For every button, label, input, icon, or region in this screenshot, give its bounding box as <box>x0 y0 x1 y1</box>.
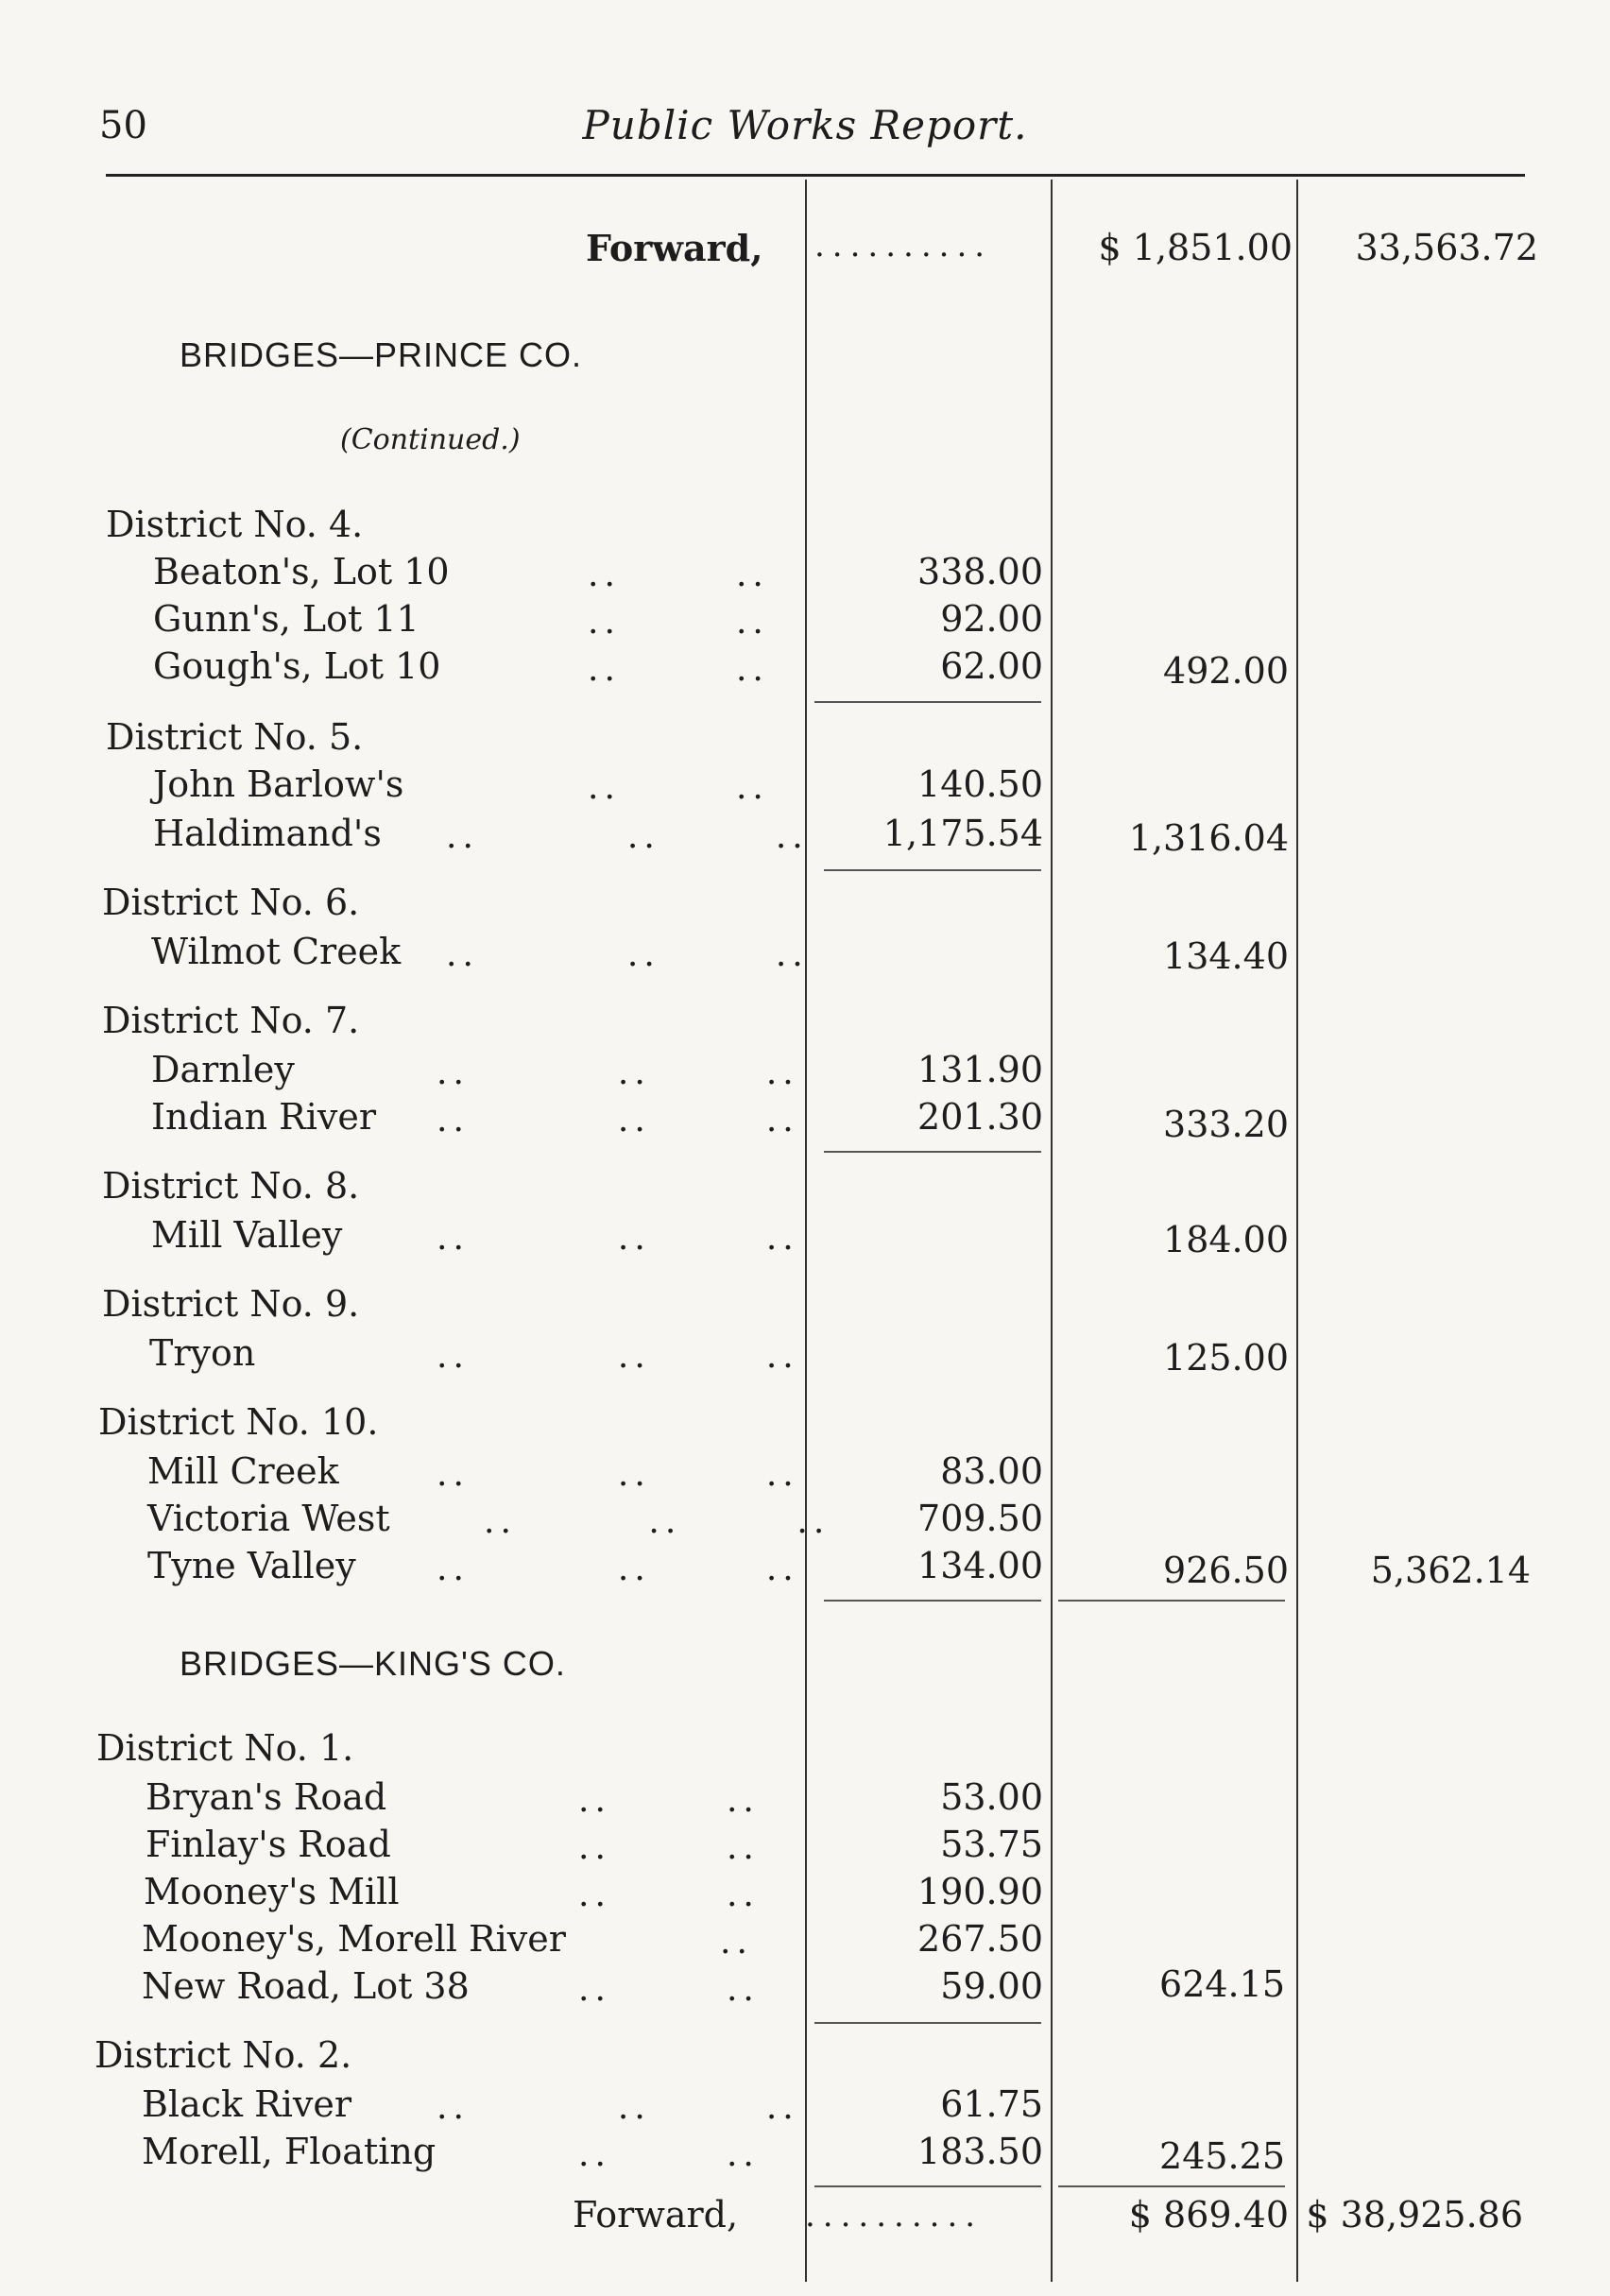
leader-dots: .. .. .. <box>437 1219 799 1258</box>
item-amount: 59.00 <box>940 1965 1043 2007</box>
continued-label: (Continued.) <box>340 423 521 456</box>
subtotal-rule <box>1058 2185 1285 2187</box>
column-line-1 <box>805 180 807 2282</box>
leader-dots: .. .. <box>578 2135 760 2174</box>
item-amount: 267.50 <box>917 1918 1043 1960</box>
leader-dots: .. .. .. <box>437 1054 799 1092</box>
subtotal-rule <box>824 869 1041 871</box>
list-item: New Road, Lot 38 <box>142 1965 470 2007</box>
list-item: Mooney's Mill <box>144 1871 400 1912</box>
item-amount: 190.90 <box>917 1871 1043 1912</box>
item-amount: 134.00 <box>917 1545 1043 1586</box>
district-total: 134.40 <box>1163 935 1289 977</box>
item-amount: 131.90 <box>917 1049 1043 1090</box>
item-amount: 338.00 <box>917 551 1043 592</box>
leader-dots: .. .. .. <box>437 1337 799 1376</box>
leader-dots: .. .. .. <box>437 1455 799 1494</box>
district-total: 492.00 <box>1163 650 1289 692</box>
list-item: Gough's, Lot 10 <box>153 645 441 687</box>
item-amount: 53.00 <box>940 1776 1043 1818</box>
subtotal-rule <box>1058 1600 1285 1602</box>
district-8-title: District No. 8. <box>102 1165 360 1207</box>
leader-dots: .. .. .. <box>484 1502 831 1541</box>
leader-dots: .. <box>720 1923 753 1962</box>
item-amount: 92.00 <box>940 598 1043 640</box>
subtotal-rule <box>824 1151 1041 1153</box>
list-item: Beaton's, Lot 10 <box>153 551 450 592</box>
forward-label-top: Forward, <box>586 227 763 269</box>
item-amount: 61.75 <box>940 2083 1043 2125</box>
page-title: Public Works Report. <box>582 102 1028 148</box>
forward-col3-bottom: $ 38,925.86 <box>1306 2194 1523 2236</box>
leader-dots: .. .. .. <box>446 817 809 856</box>
district-total: 333.20 <box>1163 1104 1289 1145</box>
forward-col2-bottom: $ 869.40 <box>1128 2194 1289 2236</box>
list-item: Finlay's Road <box>146 1824 391 1865</box>
forward-col2-top: $ 1,851.00 <box>1098 227 1293 268</box>
item-amount: 201.30 <box>917 1096 1043 1138</box>
district-total: 624.15 <box>1159 1963 1285 2005</box>
leader-dots: .. .. .. <box>437 1101 799 1139</box>
section-title-kings: BRIDGES—KING'S CO. <box>180 1644 566 1683</box>
forward-dots-top: .......... <box>814 227 993 265</box>
list-item: Gunn's, Lot 11 <box>153 598 420 640</box>
list-item: Haldimand's <box>153 813 382 854</box>
page-number: 50 <box>99 104 147 147</box>
leader-dots: .. .. <box>588 603 769 642</box>
kings-district-2-title: District No. 2. <box>94 2034 352 2076</box>
district-total: 1,316.04 <box>1128 817 1289 859</box>
list-item: Tryon <box>149 1332 256 1374</box>
list-item: Tyne Valley <box>147 1545 356 1586</box>
subtotal-rule <box>814 2185 1041 2187</box>
list-item: Morell, Floating <box>142 2131 437 2172</box>
leader-dots: .. .. <box>578 1876 760 1914</box>
leader-dots: .. .. .. <box>437 1550 799 1588</box>
list-item: Bryan's Road <box>146 1776 387 1818</box>
district-10-title: District No. 10. <box>98 1401 379 1443</box>
district-total: 184.00 <box>1163 1219 1289 1260</box>
leader-dots: .. .. <box>588 768 769 807</box>
item-amount: 709.50 <box>917 1498 1043 1539</box>
district-9-title: District No. 9. <box>102 1283 360 1325</box>
list-item: John Barlow's <box>153 763 404 805</box>
leader-dots: .. .. <box>578 1970 760 2009</box>
list-item: Indian River <box>151 1096 377 1138</box>
item-amount: 1,175.54 <box>882 813 1043 854</box>
item-amount: 53.75 <box>940 1824 1043 1865</box>
item-amount: 62.00 <box>940 645 1043 687</box>
item-amount: 83.00 <box>940 1450 1043 1492</box>
leader-dots: .. .. <box>588 556 769 594</box>
column-line-3 <box>1296 180 1298 2282</box>
district-total: 926.50 <box>1163 1550 1289 1591</box>
section-total-prince: 5,362.14 <box>1370 1550 1531 1591</box>
list-item: Darnley <box>151 1049 295 1090</box>
list-item: Mooney's, Morell River <box>142 1918 566 1960</box>
subtotal-rule <box>814 2022 1041 2024</box>
header-rule <box>106 174 1525 177</box>
item-amount: 140.50 <box>917 763 1043 805</box>
subtotal-rule <box>824 1600 1041 1602</box>
forward-col3-top: 33,563.72 <box>1355 227 1538 268</box>
list-item: Victoria West <box>147 1498 390 1539</box>
district-4-title: District No. 4. <box>106 504 364 545</box>
forward-label-bottom: Forward, <box>573 2194 739 2236</box>
list-item: Mill Valley <box>151 1214 343 1256</box>
leader-dots: .. .. .. <box>437 2088 799 2127</box>
list-item: Wilmot Creek <box>151 931 402 972</box>
section-title-prince: BRIDGES—PRINCE CO. <box>180 335 583 374</box>
leader-dots: .. .. .. <box>446 935 809 974</box>
kings-district-1-title: District No. 1. <box>96 1727 354 1769</box>
district-5-title: District No. 5. <box>106 716 364 758</box>
district-total: 125.00 <box>1163 1337 1289 1379</box>
district-7-title: District No. 7. <box>102 1000 360 1041</box>
subtotal-rule <box>814 701 1041 703</box>
list-item: Mill Creek <box>147 1450 339 1492</box>
list-item: Black River <box>142 2083 352 2125</box>
column-line-2 <box>1051 180 1053 2282</box>
district-total: 245.25 <box>1159 2135 1285 2177</box>
district-6-title: District No. 6. <box>102 882 360 923</box>
leader-dots: .. .. <box>578 1781 760 1820</box>
leader-dots: .. .. <box>588 650 769 689</box>
forward-dots-bottom: .......... <box>805 2197 984 2235</box>
leader-dots: .. .. <box>578 1828 760 1867</box>
item-amount: 183.50 <box>917 2131 1043 2172</box>
